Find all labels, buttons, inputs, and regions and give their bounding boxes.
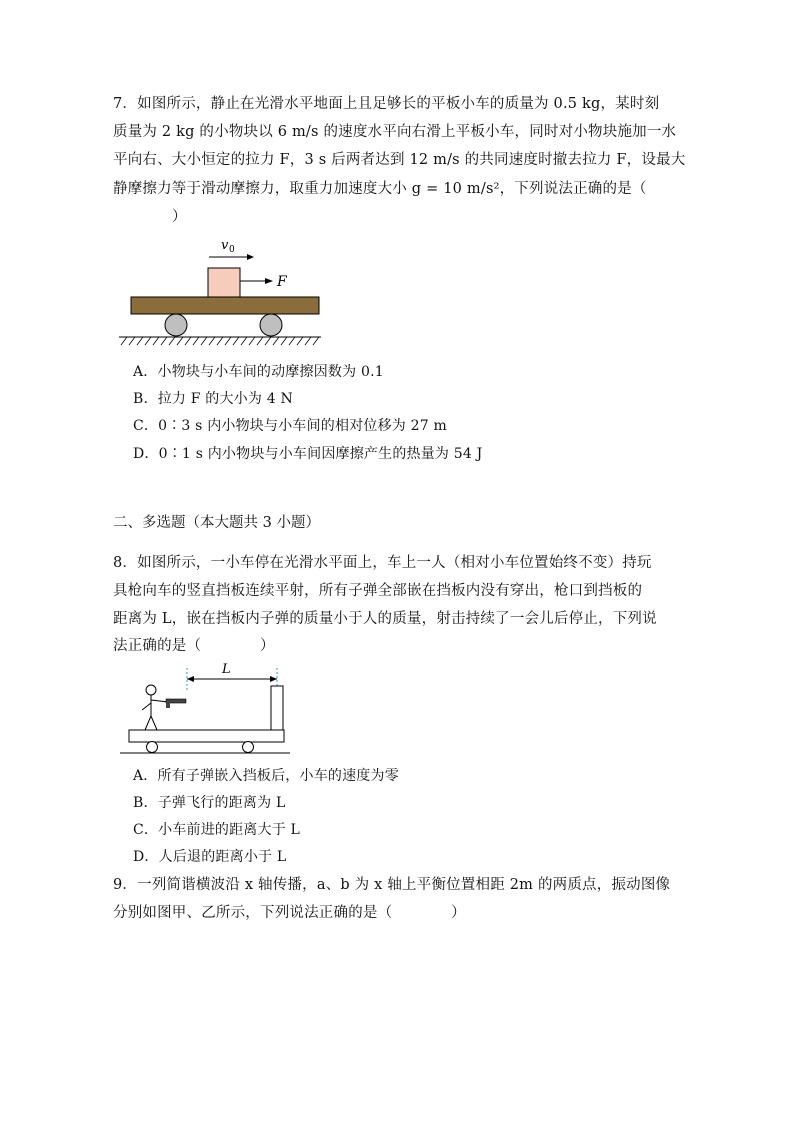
q7-line-2: 质量为 2 kg 的小物块以 6 m/s 的速度水平向右滑上平板小车，同时对小物块施加一水 bbox=[113, 124, 677, 140]
force-arrowhead bbox=[265, 278, 273, 284]
q7-line-1: 7．如图所示，静止在光滑水平地面上且足够长的平板小车的质量为 0.5 kg，某时刻 bbox=[113, 96, 660, 112]
wheel-left bbox=[165, 314, 187, 336]
q7-option-c: C．0∶3 s 内小物块与小车间的相对位移为 27 m bbox=[133, 418, 448, 434]
v0-label: v bbox=[221, 238, 229, 253]
cart-body bbox=[129, 730, 284, 742]
wheel-right bbox=[260, 314, 282, 336]
q8-line-4: 法正确的是（ ） bbox=[113, 638, 275, 654]
q8-option-d: D．人后退的距离小于 L bbox=[133, 849, 287, 865]
distance-label: L bbox=[222, 662, 231, 677]
q7-line-4: 静摩擦力等于滑动摩擦力，取重力加速度大小 g = 10 m/s²，下列说法正确的是（ bbox=[113, 181, 647, 197]
distance-arrow-left bbox=[187, 676, 194, 682]
q7-cart-figure bbox=[115, 232, 325, 350]
v0-subscript: 0 bbox=[229, 245, 235, 255]
q8-line-2: 具枪向车的竖直挡板连续平射，所有子弹全部嵌在挡板内没有穿出，枪口到挡板的 bbox=[113, 583, 643, 599]
small-block bbox=[208, 268, 240, 297]
q8-option-c: C．小车前进的距离大于 L bbox=[133, 822, 301, 838]
q7-option-d: D．0∶1 s 内小物块与小车间因摩擦产生的热量为 54 J bbox=[133, 446, 483, 462]
person-arm bbox=[151, 700, 168, 702]
q8-shooter-figure bbox=[120, 658, 290, 758]
cart-wheel-left bbox=[147, 742, 158, 753]
person-leg-right bbox=[151, 716, 157, 730]
q7-line-3: 平向右、大小恒定的拉力 F，3 s 后两者达到 12 m/s 的共同速度时撤去拉力 F，设最大 bbox=[113, 152, 686, 168]
distance-arrow-right bbox=[270, 676, 277, 682]
ground-hatching bbox=[121, 337, 319, 345]
q8-line-3: 距离为 L，嵌在挡板内子弹的质量小于人的质量，射击持续了一会儿后停止，下列说 bbox=[113, 611, 657, 627]
q7-option-a: A．小物块与小车间的动摩擦因数为 0.1 bbox=[133, 364, 384, 380]
person-head bbox=[146, 685, 156, 695]
cart-board bbox=[131, 297, 319, 314]
q7-option-b: B．拉力 F 的大小为 4 N bbox=[133, 391, 293, 407]
velocity-arrowhead bbox=[247, 254, 254, 260]
q8-option-a: A．所有子弹嵌入挡板后，小车的速度为零 bbox=[133, 768, 399, 784]
q9-line-1: 9．一列简谐横波沿 x 轴传播，a、b 为 x 轴上平衡位置相距 2m 的两质点，振动图像 bbox=[113, 877, 671, 893]
person-leg-left bbox=[145, 716, 151, 730]
toy-gun-grip bbox=[166, 702, 170, 708]
q8-line-1: 8．如图所示，一小车停在光滑水平面上，车上一人（相对小车位置始终不变）持玩 bbox=[113, 555, 652, 571]
cart-wheel-right bbox=[243, 742, 254, 753]
force-label: F bbox=[277, 274, 287, 290]
q9-line-2: 分别如图甲、乙所示，下列说法正确的是（ ） bbox=[113, 905, 466, 921]
section-title: 二、多选题（本大题共 3 小题） bbox=[113, 515, 320, 531]
person-arm-back bbox=[142, 703, 151, 710]
baffle-plate bbox=[271, 686, 283, 730]
q8-option-b: B．子弹飞行的距离为 L bbox=[133, 795, 286, 811]
q7-line-5: ） bbox=[172, 209, 187, 225]
